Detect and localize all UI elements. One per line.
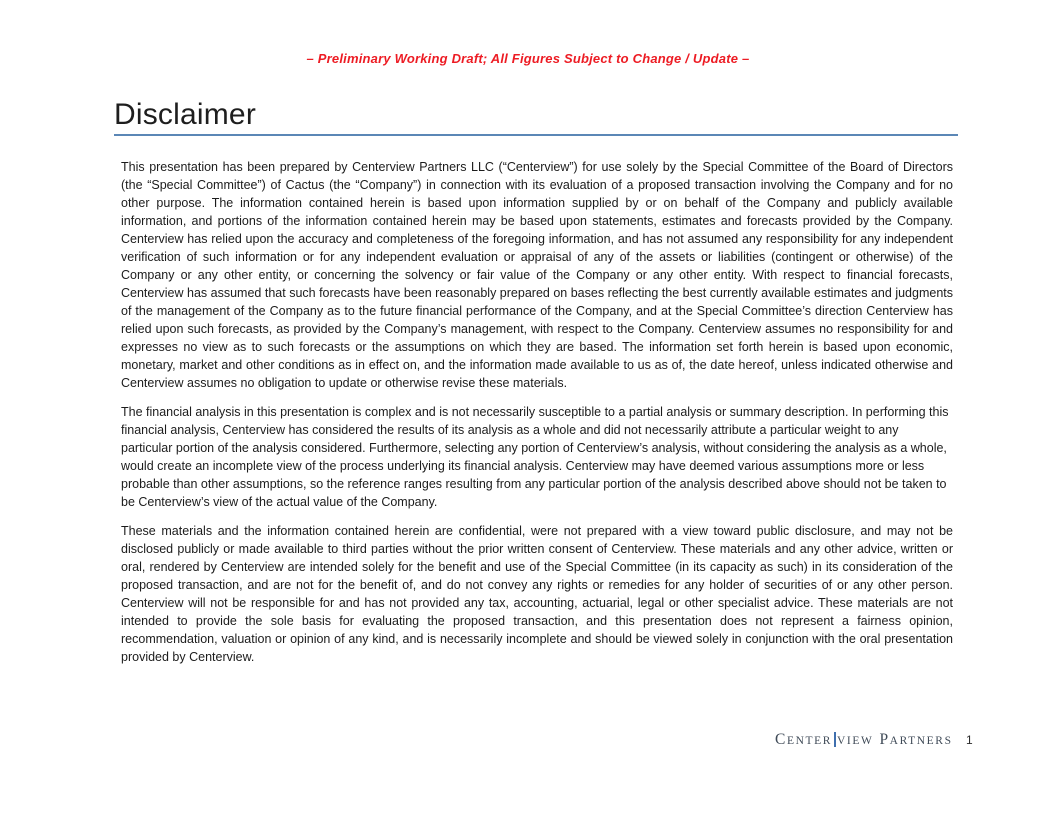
disclaimer-paragraph-3: These materials and the information contained herein are confidential, were not prepared with a view toward public disclosure, and may not be disclosed publicly or made available to third parties without the prior written consent of Centerview. These materials and any other advice, written or oral, rendered by Centerview are intended solely for the benefit and use of the Special Committee (in its capacity as such) in its consideration of the proposed transaction, and are not for the benefit of, and do not convey any rights or remedies for any holder of securities of or any other person. Centerview will not be responsible for and has not provided any tax, accounting, actuarial, legal or other specialist advice. These materials are not intended to provide the sole basis for evaluating the proposed transaction, and this presentation does not represent a fairness opinion, recommendation, valuation or opinion of any kind, and is necessarily incomplete and should be viewed solely in conjunction with the oral presentation provided by Centerview.	[121, 524, 953, 664]
page-number: 1	[966, 733, 972, 747]
logo-divider-bar	[834, 732, 836, 747]
logo-text-view: VIEW	[837, 735, 874, 747]
logo-text-partners-rest: ARTNERS	[889, 735, 953, 747]
logo-text-center-initial: C	[775, 731, 787, 748]
title-block	[114, 99, 958, 136]
disclaimer-body	[121, 158, 953, 677]
draft-watermark: – Preliminary Working Draft; All Figures Subject to Change / Update –	[306, 51, 750, 66]
page-title: Disclaimer	[114, 98, 257, 131]
centerview-partners-logo	[775, 731, 953, 749]
disclaimer-paragraph-1: This presentation has been prepared by Centerview Partners LLC (“Centerview”) for use solely by the Special Committee of the Board of Directors (the “Special Committee”) of Cactus (the “Company”) in connection with its evaluation of a proposed transaction involving the Company and for no other purpose. The information contained herein is based upon information supplied by or on behalf of the Company and publicly available information, and portions of the information contained herein may be based upon statements, estimates and forecasts provided by the Company. Centerview has relied upon the accuracy and completeness of the foregoing information, and has not assumed any responsibility for any independent verification of such information or for any independent evaluation or appraisal of any of the assets or liabilities (contingent or otherwise) of the Company or any other entity, or concerning the solvency or fair value of the Company or any other entity. With respect to financial forecasts, Centerview has assumed that such forecasts have been reasonably prepared on bases reflecting the best currently available estimates and judgments of the management of the Company as to the future financial performance of the Company, and at the Special Committee’s direction Centerview has relied upon such forecasts, as provided by the Company’s management, with respect to the Company. Centerview assumes no responsibility for and expresses no view as to such forecasts or the assumptions on which they are based. The information set forth herein is based upon economic, monetary, market and other conditions as in effect on, and the information made available to us as of, the date hereof, unless indicated otherwise and Centerview assumes no obligation to update or otherwise revise these materials.	[121, 160, 953, 390]
disclaimer-paragraph-2: The financial analysis in this presentation is complex and is not necessarily susceptible to a partial analysis or summary description. In performing this financial analysis, Centerview has considered the results of its analysis as a whole and did not necessarily attribute a particular weight to any particular portion of the analysis considered. Furthermore, selecting any portion of Centerview’s analysis, without considering the analysis as a whole, would create an incomplete view of the process underlying its financial analysis. Centerview may have deemed various assumptions more or less probable than other assumptions, so the reference ranges resulting from any particular portion of the analysis described above should not be taken to be Centerview’s view of the actual value of the Company.	[121, 405, 949, 509]
logo-text-partners-initial: P	[879, 731, 890, 748]
logo-text-center-rest: ENTER	[786, 735, 833, 747]
